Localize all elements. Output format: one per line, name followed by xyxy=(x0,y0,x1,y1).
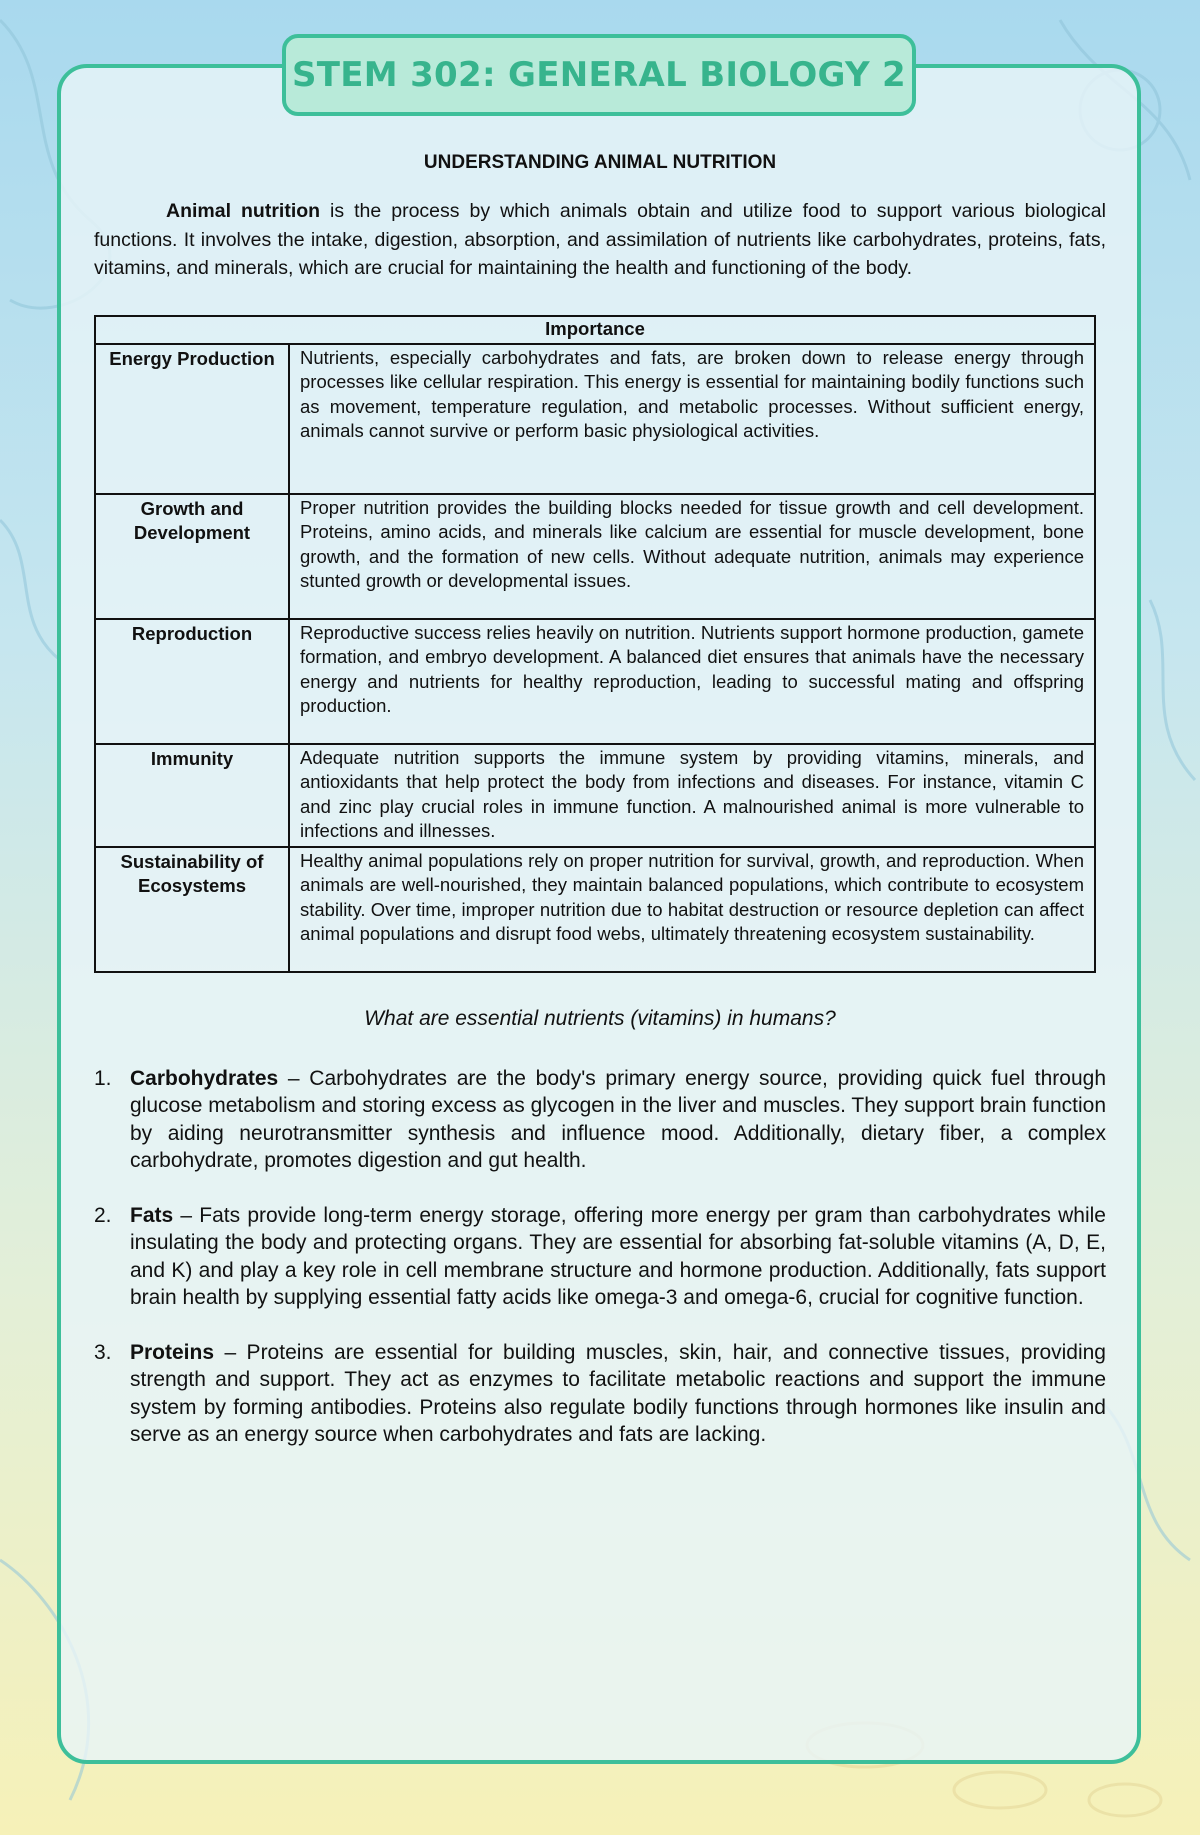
row-description: Proper nutrition provides the building blocks needed for tissue growth and cell development. Proteins, amino acids, and minerals like calcium are essential for muscle development, bone growth, and the formation of new cells. Without adequate nutrition, animals may experience stunted growth or developmental issues. xyxy=(289,494,1095,619)
document-title: UNDERSTANDING ANIMAL NUTRITION xyxy=(423,152,777,173)
nutrient-text: – Fats provide long-term energy storage, offering more energy per gram than carbohydrates while insulating the body and protecting organs. They are essential for absorbing fat-soluble vitamins (A, D, E, and K) and play a key role in cell membrane structure and hormone production. Additionally, fats support brain health by supplying essential fatty acids like omega-3 and omega-6, crucial for cognitive function. xyxy=(130,1203,1106,1309)
row-label: Energy Production xyxy=(95,344,289,494)
list-item xyxy=(94,1339,1106,1449)
intro-text: is the process by which animals obtain and utilize food to support various biological functions. It involves the intake, digestion, absorption, and assimilation of nutrients like carbohydrates, proteins, fats, vitamins, and minerals, which are crucial for maintaining the health and functioning of the body. xyxy=(94,200,1106,279)
row-description: Reproductive success relies heavily on nutrition. Nutrients support hormone production, gamete formation, and embryo development. A balanced diet ensures that animals have the necessary energy and nutrients for healthy reproduction, leading to successful mating and offspring production. xyxy=(289,619,1095,744)
course-header xyxy=(282,34,916,116)
table-row xyxy=(95,619,1095,744)
row-description: Adequate nutrition supports the immune system by providing vitamins, minerals, and antioxidants that help protect the body from infections and diseases. For instance, vitamin C and zinc play crucial roles in immune function. A malnourished animal is more vulnerable to infections and illnesses. xyxy=(289,744,1095,847)
nutrient-text: – Proteins are essential for building muscles, skin, hair, and connective tissues, providing strength and support. They act as enzymes to facilitate metabolic reactions and support the immune system by forming antibodies. Proteins also regulate bodily functions through hormones like insulin and serve as an energy source when carbohydrates and fats are lacking. xyxy=(130,1340,1106,1446)
row-label: Reproduction xyxy=(95,619,289,744)
list-number: 1. xyxy=(94,1066,112,1090)
nutrients-question: What are essential nutrients (vitamins) in humans? xyxy=(364,1006,836,1030)
course-title: STEM 302: GENERAL BIOLOGY 2 xyxy=(292,55,906,95)
row-label: Growth and Development xyxy=(95,494,289,619)
nutrients-list xyxy=(94,1065,1106,1449)
nutrient-term: Fats xyxy=(130,1203,174,1227)
nutrient-text: – Carbohydrates are the body's primary energy source, providing quick fuel through glucose metabolism and storing excess as glycogen in the liver and muscles. They support brain function by aiding neurotransmitter synthesis and influence mood. Additionally, dietary fiber, a complex carbohydrate, promotes digestion and gut health. xyxy=(130,1066,1106,1172)
list-item xyxy=(94,1065,1106,1175)
row-label: Sustainability of Ecosystems xyxy=(95,847,289,972)
nutrient-term: Proteins xyxy=(130,1340,215,1364)
row-description: Nutrients, especially carbohydrates and fats, are broken down to release energy through processes like cellular respiration. This energy is essential for maintaining bodily functions such as movement, temperature regulation, and metabolic processes. Without sufficient energy, animals cannot survive or perform basic physiological activities. xyxy=(289,344,1095,494)
table-row xyxy=(95,344,1095,494)
document-body xyxy=(94,152,1106,1476)
table-row xyxy=(95,494,1095,619)
importance-table-header: Importance xyxy=(95,316,1095,344)
table-row xyxy=(95,847,1095,972)
intro-paragraph xyxy=(94,197,1106,283)
table-row xyxy=(95,744,1095,847)
list-item xyxy=(94,1202,1106,1312)
list-number: 3. xyxy=(94,1340,112,1364)
row-label: Immunity xyxy=(95,744,289,847)
list-number: 2. xyxy=(94,1203,112,1227)
importance-table xyxy=(94,315,1096,973)
row-description: Healthy animal populations rely on proper nutrition for survival, growth, and reproduction. When animals are well-nourished, they maintain balanced populations, which contribute to ecosystem stability. Over time, improper nutrition due to habitat destruction or resource depletion can affect animal populations and disrupt food webs, ultimately threatening ecosystem sustainability. xyxy=(289,847,1095,972)
nutrient-term: Carbohydrates xyxy=(130,1066,279,1090)
intro-term: Animal nutrition xyxy=(166,200,321,222)
